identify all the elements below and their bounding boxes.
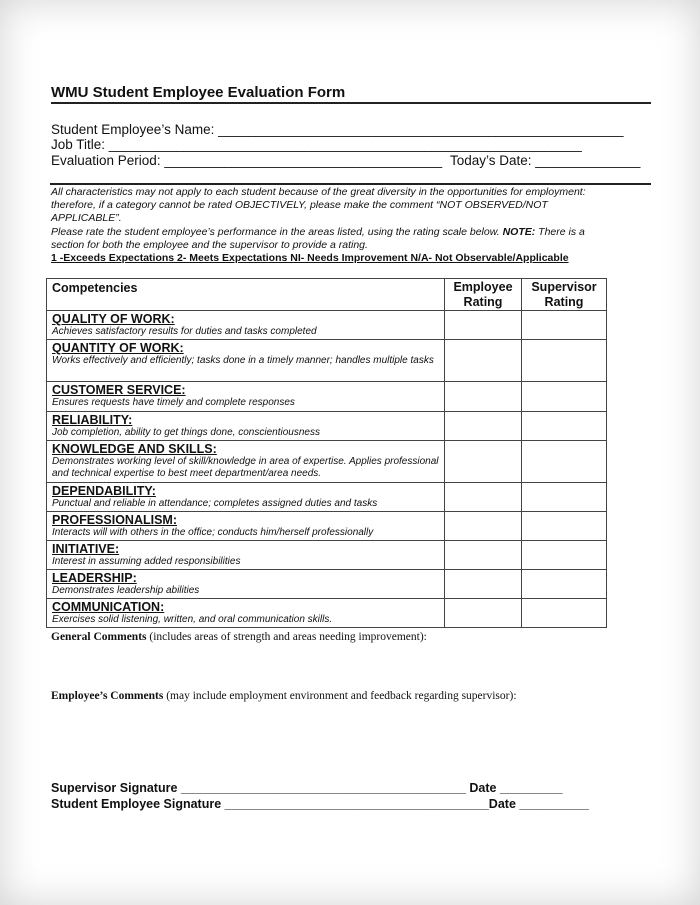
competency-name: CUSTOMER SERVICE:: [52, 383, 186, 397]
supervisor-rating-cell[interactable]: [522, 382, 607, 412]
intro-line-4-tail: There is a: [535, 226, 585, 238]
competency-description: Ensures requests have timely and complete responses: [52, 397, 295, 408]
competency-description: Punctual and reliable in attendance; completes assigned duties and tasks: [52, 498, 378, 509]
supervisor-rating-cell[interactable]: [522, 512, 607, 541]
employee-rating-cell[interactable]: [445, 441, 522, 483]
supervisor-rating-header: [522, 279, 607, 311]
table-row: [47, 483, 607, 512]
competency-description: Job completion, ability to get things done, conscientiousness: [52, 427, 320, 438]
competency-description: Demonstrates working level of skill/knowledge in area of expertise. Applies professional and technical expertise to best meet department/area needs.: [52, 456, 439, 479]
employee-rating-cell[interactable]: [445, 340, 522, 382]
employee-rating-cell[interactable]: [445, 311, 522, 340]
rating-scale: 1 -Exceeds Expectations 2- Meets Expectations NI- Needs Improvement N/A- Not Observable/Applicable: [51, 252, 569, 264]
employee-rating-cell[interactable]: [445, 382, 522, 412]
competency-cell: [47, 340, 445, 382]
competency-description: Demonstrates leadership abilities: [52, 585, 200, 596]
table-row: [47, 382, 607, 412]
supervisor-rating-header-line1: Supervisor: [531, 280, 597, 294]
employee-rating-header: [445, 279, 522, 311]
employee-rating-cell[interactable]: [445, 412, 522, 441]
employee-comments[interactable]: [51, 690, 517, 702]
intro-line-4-text: Please rate the student employee’s performance in the areas listed, using the rating scale below.: [51, 226, 503, 238]
employee-comments-hint: (may include employment environment and feedback regarding supervisor):: [163, 690, 517, 702]
competency-cell: [47, 599, 445, 628]
competency-cell: [47, 382, 445, 412]
supervisor-rating-cell[interactable]: [522, 541, 607, 570]
supervisor-rating-cell[interactable]: [522, 599, 607, 628]
general-comments[interactable]: [51, 631, 427, 643]
table-row: [47, 541, 607, 570]
intro-line-1: All characteristics may not apply to each student because of the great diversity in the opportunities for employment:: [51, 186, 586, 198]
table-row: [47, 441, 607, 483]
competency-name: COMMUNICATION:: [52, 600, 165, 614]
employee-rating-cell[interactable]: [445, 512, 522, 541]
supervisor-rating-cell[interactable]: [522, 311, 607, 340]
supervisor-rating-cell[interactable]: [522, 441, 607, 483]
title-divider: [51, 102, 651, 104]
table-row: [47, 311, 607, 340]
competency-name: QUALITY OF WORK:: [52, 312, 175, 326]
competency-description: Achieves satisfactory results for duties and tasks completed: [52, 326, 317, 337]
intro-line-3: APPLICABLE”.: [51, 212, 122, 224]
competency-name: DEPENDABILITY:: [52, 484, 156, 498]
table-row: [47, 340, 607, 382]
intro-line-2: therefore, if a category cannot be rated OBJECTIVELY, please make the comment “NOT OBSERVED/NOT: [51, 199, 548, 211]
competency-cell: [47, 541, 445, 570]
competency-cell: [47, 311, 445, 340]
competency-table: [46, 278, 607, 628]
general-comments-hint: (includes areas of strength and areas needing improvement):: [146, 631, 427, 643]
competency-cell: [47, 570, 445, 599]
job-title-field[interactable]: Job Title: _______________________________________________________________: [51, 137, 582, 152]
competency-cell: [47, 441, 445, 483]
competency-description: Interest in assuming added responsibilities: [52, 556, 241, 567]
competency-name: INITIATIVE:: [52, 542, 120, 556]
competency-cell: [47, 412, 445, 441]
note-label: NOTE:: [502, 226, 536, 238]
competency-description: Works effectively and efficiently; tasks done in a timely manner; handles multiple tasks: [52, 355, 434, 366]
employee-rating-header-line2: Rating: [463, 295, 503, 309]
supervisor-signature-line[interactable]: Supervisor Signature _________________________________________ Date _________: [51, 781, 563, 795]
table-row: [47, 599, 607, 628]
evaluation-period-field[interactable]: Evaluation Period: _____________________________________: [51, 153, 443, 168]
employee-rating-cell[interactable]: [445, 483, 522, 512]
table-row: [47, 570, 607, 599]
todays-date-field[interactable]: Today’s Date: ______________: [450, 153, 641, 168]
competency-name: QUANTITY OF WORK:: [52, 341, 184, 355]
supervisor-rating-cell[interactable]: [522, 340, 607, 382]
competencies-header: Competencies: [47, 279, 445, 311]
competency-name: KNOWLEDGE AND SKILLS:: [52, 442, 217, 456]
form-title: WMU Student Employee Evaluation Form: [51, 84, 346, 101]
competency-description: Exercises solid listening, written, and oral communication skills.: [52, 614, 333, 625]
supervisor-rating-cell[interactable]: [522, 570, 607, 599]
table-row: [47, 512, 607, 541]
competency-description: Interacts will with others in the office; conducts him/herself professionally: [52, 527, 374, 538]
employee-comments-label: Employee’s Comments: [51, 690, 164, 702]
supervisor-rating-cell[interactable]: [522, 412, 607, 441]
competency-cell: [47, 483, 445, 512]
intro-line-4: [51, 226, 585, 238]
competency-cell: [47, 512, 445, 541]
competency-name: PROFESSIONALISM:: [52, 513, 178, 527]
employee-rating-header-line1: Employee: [453, 280, 513, 294]
table-header-row: [47, 279, 607, 311]
competency-name: LEADERSHIP:: [52, 571, 137, 585]
supervisor-rating-cell[interactable]: [522, 483, 607, 512]
supervisor-rating-header-line2: Rating: [544, 295, 584, 309]
competency-name: RELIABILITY:: [52, 413, 133, 427]
intro-line-5: section for both the employee and the supervisor to provide a rating.: [51, 239, 368, 251]
employee-name-field[interactable]: Student Employee’s Name: ______________________________________________________: [51, 122, 624, 137]
table-row: [47, 412, 607, 441]
employee-rating-cell[interactable]: [445, 599, 522, 628]
student-signature-line[interactable]: Student Employee Signature ______________________________________Date __________: [51, 797, 589, 811]
employee-rating-cell[interactable]: [445, 570, 522, 599]
employee-rating-cell[interactable]: [445, 541, 522, 570]
general-comments-label: General Comments: [51, 631, 147, 643]
section-divider: [50, 183, 651, 185]
